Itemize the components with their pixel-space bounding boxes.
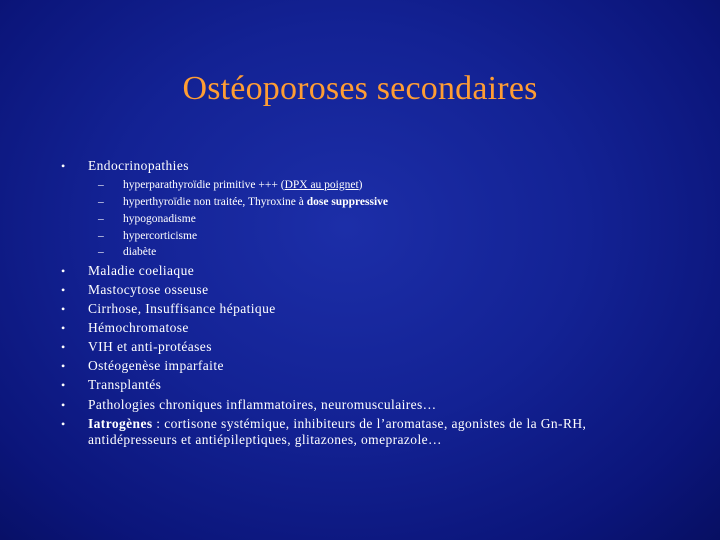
bullet-item: Transplantés (88, 377, 162, 392)
dash-glyph: – (98, 230, 104, 242)
bullet-glyph: • (61, 159, 66, 173)
dash-glyph: – (98, 246, 104, 258)
bullet-glyph: • (61, 359, 66, 373)
bullet-glyph: • (61, 417, 66, 431)
bullet-glyph: • (61, 264, 66, 278)
sub-hyperparathyroidie: hyperparathyroïdie primitive +++ (DPX au poignet) (123, 179, 363, 191)
bullet-item: Ostéogenèse imparfaite (88, 358, 224, 373)
bullet-item: Pathologies chroniques inflammatoires, neuromusculaires… (88, 397, 437, 412)
sub-hyperthyroidie: hyperthyroïdie non traitée, Thyroxine à dose suppressive (123, 196, 388, 208)
dpx-link[interactable]: DPX au poignet (284, 179, 359, 191)
bullet-glyph: • (61, 398, 66, 412)
slide-title: Ostéoporoses secondaires (182, 70, 538, 107)
dash-glyph: – (98, 213, 104, 225)
bullet-glyph: • (61, 302, 66, 316)
bullet-item: Mastocytose osseuse (88, 282, 209, 297)
dash-glyph: – (98, 196, 104, 208)
sub-hypogonadisme: hypogonadisme (123, 213, 196, 225)
bullet-item: Maladie coeliaque (88, 263, 195, 278)
bullet-glyph: • (61, 378, 66, 392)
bullet-glyph: • (61, 340, 66, 354)
bullet-item: Hémochromatose (88, 320, 189, 335)
bullet-iatrogenes: Iatrogènes : cortisone systémique, inhibiteurs de l’aromatase, agonistes de la Gn-RH, antidépresseurs et antiépileptiques, glitazones, omeprazole… (88, 416, 587, 447)
bullet-item: VIH et anti-protéases (88, 339, 212, 354)
bullet-endocrinopathies: Endocrinopathies (88, 158, 189, 173)
bullet-item: Cirrhose, Insuffisance hépatique (88, 301, 276, 316)
sub-diabete: diabète (123, 246, 157, 258)
dash-glyph: – (98, 179, 104, 191)
bullet-glyph: • (61, 321, 66, 335)
sub-hypercorticisme: hypercorticisme (123, 230, 198, 242)
bullet-glyph: • (61, 283, 66, 297)
